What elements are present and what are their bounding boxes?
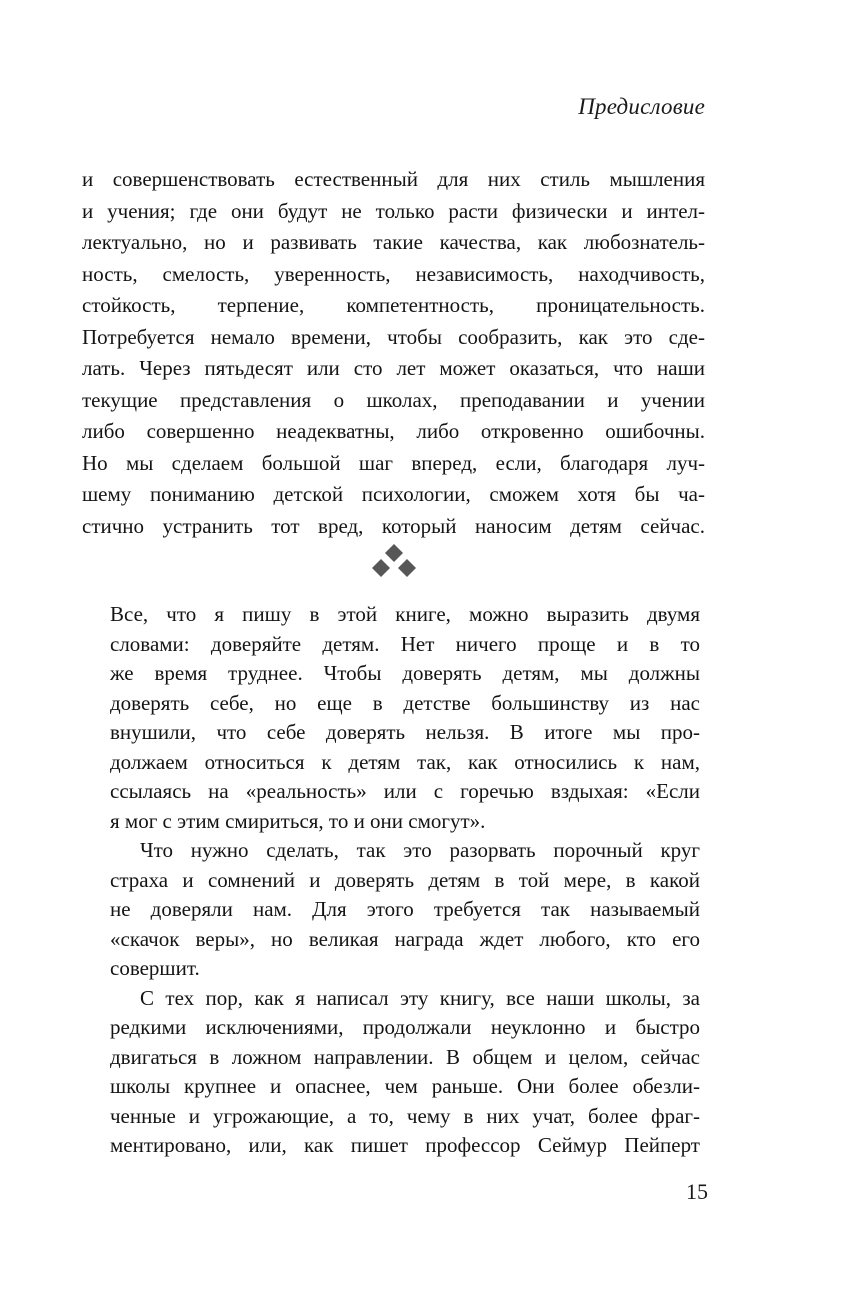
text-line: Все, что я пишу в этой книге, можно выразить двумя <box>110 602 700 626</box>
text-line: школы крупнее и опаснее, чем раньше. Они более обезли- <box>110 1074 700 1098</box>
text-line: шему пониманию детской психологии, сможем хотя бы ча- <box>82 482 705 506</box>
text-line: совершит. <box>110 956 200 980</box>
text-line: и совершенствовать естественный для них стиль мышления <box>82 167 705 191</box>
text-line: либо совершенно неадекватны, либо откровенно ошибочны. <box>82 419 705 443</box>
text-line: ссылаясь на «реальность» или с горечью вздыхая: «Если <box>110 779 700 803</box>
paragraph <box>110 984 700 1161</box>
three-diamonds-ornament-icon <box>370 543 418 579</box>
opening-paragraph <box>82 164 705 542</box>
paragraph <box>110 600 700 836</box>
paragraph <box>110 836 700 984</box>
running-header: Предисловие <box>578 94 705 119</box>
text-line: страха и сомнений и доверять детям в той мере, в какой <box>110 867 700 892</box>
text-line: словами: доверяйте детям. Нет ничего проще и в то <box>110 631 700 656</box>
text-line: стойкость, терпение, компетентность, проницательность. <box>82 293 705 317</box>
text-line: не доверяли нам. Для этого требуется так называемый <box>110 897 700 921</box>
body-text <box>110 600 700 1161</box>
text-line: ченные и угрожающие, а то, чему в них учат, более фраг- <box>110 1103 700 1128</box>
text-line: Но мы сделаем большой шаг вперед, если, благодаря луч- <box>82 450 705 475</box>
page-number: 15 <box>686 1179 708 1204</box>
text-line: ментировано, или, как пишет профессор Сеймур Пейперт <box>110 1133 700 1157</box>
text-line: внушили, что себе доверять нельзя. В итоге мы про- <box>110 720 700 744</box>
text-line: Потребуется немало времени, чтобы сообразить, как это сде- <box>82 324 705 349</box>
text-line: стично устранить тот вред, который наносим детям сейчас. <box>82 513 705 538</box>
text-line: С тех пор, как я написал эту книгу, все наши школы, за <box>140 985 700 1010</box>
text-line: двигаться в ложном направлении. В общем и целом, сейчас <box>110 1044 700 1069</box>
text-line: лать. Через пятьдесят или сто лет может оказаться, что наши <box>82 356 705 380</box>
text-line: же время труднее. Чтобы доверять детям, мы должны <box>110 661 700 685</box>
text-line: ность, смелость, уверенность, независимость, находчивость, <box>82 261 705 286</box>
text-line: текущие представления о школах, преподавании и учении <box>82 387 705 412</box>
text-line: и учения; где они будут не только расти физически и интел- <box>82 198 705 223</box>
text-line: я мог с этим смириться, то и они смогут». <box>110 808 486 833</box>
text-line: лектуально, но и развивать такие качества, как любознатель- <box>82 230 705 254</box>
text-line: редкими исключениями, продолжали неуклонно и быстро <box>110 1015 700 1039</box>
text-line: Что нужно сделать, так это разорвать порочный круг <box>140 838 700 862</box>
text-line: «скачок веры», но великая награда ждет любого, кто его <box>110 926 700 951</box>
text-line: доверять себе, но еще в детстве большинству из нас <box>110 690 700 715</box>
section-break <box>82 543 705 579</box>
text-line: должаем относиться к детям так, как относились к нам, <box>110 749 700 774</box>
